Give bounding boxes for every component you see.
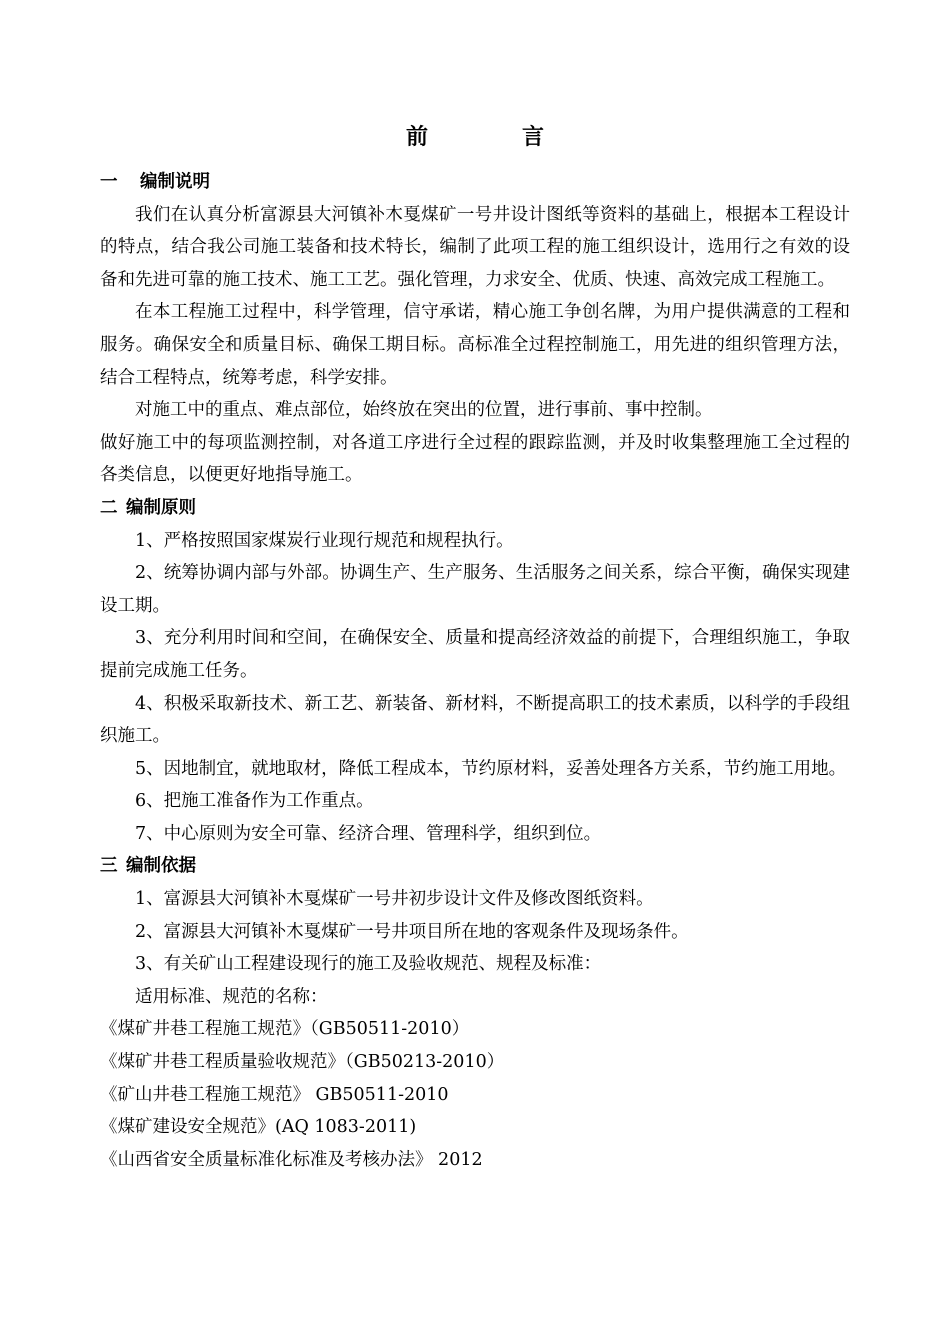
list-item: 6、把施工准备作为工作重点。 xyxy=(135,791,374,812)
section-title: 编制说明 xyxy=(140,172,210,192)
section-number: 二 xyxy=(100,497,118,518)
list-item: 3、充分利用时间和空间，在确保安全、质量和提高经济效益的前提下，合理组织施工，争取提前完成施工任务。 xyxy=(100,628,850,681)
standard-item: 《煤矿建设安全规范》(AQ 1083-2011) xyxy=(100,1117,417,1138)
standard-item: 《矿山井巷工程施工规范》 GB50511-2010 xyxy=(100,1084,449,1105)
section-heading-3 xyxy=(100,850,850,883)
paragraph: 做好施工中的每项监测控制，对各道工序进行全过程的跟踪监测，并及时收集整理施工全过程的各类信息，以便更好地指导施工。 xyxy=(100,432,850,486)
standard-item: 《山西省安全质量标准化标准及考核办法》 2012 xyxy=(100,1149,483,1170)
list-item: 5、因地制宜，就地取材，降低工程成本，节约原材料，妥善处理各方关系，节约施工用地。 xyxy=(135,758,847,779)
paragraph: 在本工程施工过程中，科学管理，信守承诺，精心施工争创名牌，为用户提供满意的工程和服务。确保安全和质量目标、确保工期目标。高标准全过程控制施工，用先进的组织管理方法，结合工程特点，统筹考虑，科学安排。 xyxy=(100,302,850,388)
paragraph: 我们在认真分析富源县大河镇补木戛煤矿一号井设计图纸等资料的基础上，根据本工程设计的特点，结合我公司施工装备和技术特长，编制了此项工程的施工组织设计，选用行之有效的设备和先进可靠的施工技术、施工工艺。强化管理，力求安全、优质、快速、高效完成工程施工。 xyxy=(100,204,850,290)
list-item: 2、富源县大河镇补木戛煤矿一号井项目所在地的客观条件及现场条件。 xyxy=(135,921,689,942)
section-title: 编制原则 xyxy=(126,497,196,518)
section-heading-1 xyxy=(100,166,850,199)
document-body xyxy=(100,166,850,1176)
section-title: 编制依据 xyxy=(126,856,196,877)
standards-label: 适用标准、规范的名称： xyxy=(135,986,328,1007)
standard-item: 《煤矿井巷工程施工规范》（GB50511-2010） xyxy=(100,1019,470,1040)
list-item: 1、富源县大河镇补木戛煤矿一号井初步设计文件及修改图纸资料。 xyxy=(135,889,654,910)
section-number: 一 xyxy=(100,172,118,192)
paragraph: 对施工中的重点、难点部位，始终放在突出的位置，进行事前、事中控制。 xyxy=(135,400,713,421)
list-item: 1、严格按照国家煤炭行业现行规范和规程执行。 xyxy=(135,530,514,551)
section-heading-2 xyxy=(100,492,850,525)
page-title: 前 言 xyxy=(405,124,580,150)
list-item: 3、有关矿山工程建设现行的施工及验收规范、规程及标准： xyxy=(135,954,602,975)
list-item: 2、统筹协调内部与外部。协调生产、生产服务、生活服务之间关系，综合平衡，确保实现建设工期。 xyxy=(100,563,850,616)
list-item: 4、积极采取新技术、新工艺、新装备、新材料，不断提高职工的技术素质，以科学的手段组织施工。 xyxy=(100,693,850,747)
list-item: 7、中心原则为安全可靠、经济合理、管理科学，组织到位。 xyxy=(135,823,602,844)
section-number: 三 xyxy=(100,856,118,877)
standard-item: 《煤矿井巷工程质量验收规范》（GB50213-2010） xyxy=(100,1052,505,1073)
